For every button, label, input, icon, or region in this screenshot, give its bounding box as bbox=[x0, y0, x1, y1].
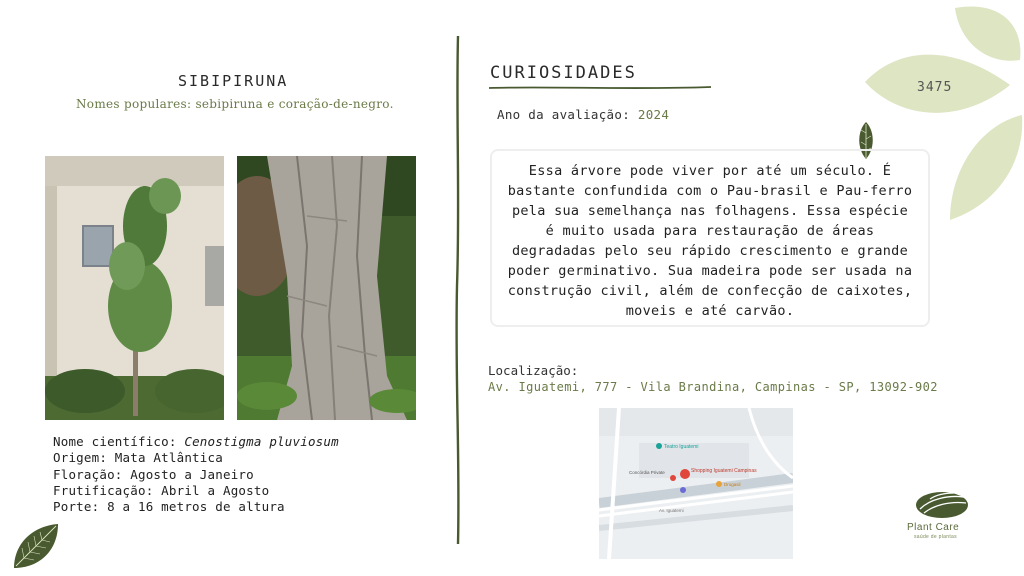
year-value: 2024 bbox=[637, 107, 670, 122]
scientific-name-value: Cenostigma pluviosum bbox=[184, 434, 339, 449]
location-address[interactable]: Av. Iguatemi, 777 - Vila Brandina, Campinas - SP, 13092-902 bbox=[488, 380, 938, 394]
scientific-name-row bbox=[53, 434, 339, 450]
map-label-pharmacy: Drogasil bbox=[724, 482, 741, 487]
map-street-label: Av. Iguatemi bbox=[659, 508, 684, 513]
plant-care-logo bbox=[914, 487, 970, 519]
flowering-row: Floração: Agosto a Janeiro bbox=[53, 466, 254, 482]
map-label-shopping: Shopping Iguatemi Campinas bbox=[691, 468, 757, 474]
fruiting-row: Frutificação: Abril a Agosto bbox=[53, 482, 270, 498]
popular-names: Nomes populares: sebipiruna e coração-de-negro. bbox=[76, 97, 394, 111]
map-label-theater: Teatro Iguatemi bbox=[664, 444, 699, 450]
scientific-name-label: Nome científico: bbox=[53, 434, 185, 449]
plant-id-number: 3475 bbox=[917, 80, 953, 95]
brand-tagline: saúde de plantas bbox=[914, 534, 957, 540]
map-label-private: Concórdia Private bbox=[629, 470, 665, 475]
size-row: Porte: 8 a 16 metros de altura bbox=[53, 499, 285, 515]
location-map[interactable] bbox=[599, 408, 793, 559]
decorative-leaf-bottom-left bbox=[10, 520, 62, 572]
plant-facts bbox=[53, 434, 339, 515]
tree-photo bbox=[45, 156, 224, 420]
vertical-divider bbox=[452, 36, 464, 544]
curiosities-title: CURIOSIDADES bbox=[490, 63, 637, 83]
evaluation-year bbox=[497, 107, 669, 122]
year-label: Ano da avaliação: bbox=[497, 107, 638, 122]
trunk-photo bbox=[237, 156, 416, 420]
curiosity-text: Essa árvore pode viver por até um século. É bastante confundida com o Pau-brasil e Pau-ferro pela sua semelhança nas folhagens. Essa espécie é muito usada para restauração de áreas degradadas pelo seu rápido crescimento e grande poder germinativo. Sua madeira pode ser usada na construção civil, além de confecção de caixotes, moveis e até carvão. bbox=[490, 149, 930, 327]
brand-name: Plant Care bbox=[907, 522, 960, 533]
location-label: Localização: bbox=[488, 363, 579, 378]
tree-name-title: SIBIPIRUNA bbox=[178, 72, 289, 90]
title-underline bbox=[489, 84, 711, 92]
origin-row: Origem: Mata Atlântica bbox=[53, 450, 223, 466]
